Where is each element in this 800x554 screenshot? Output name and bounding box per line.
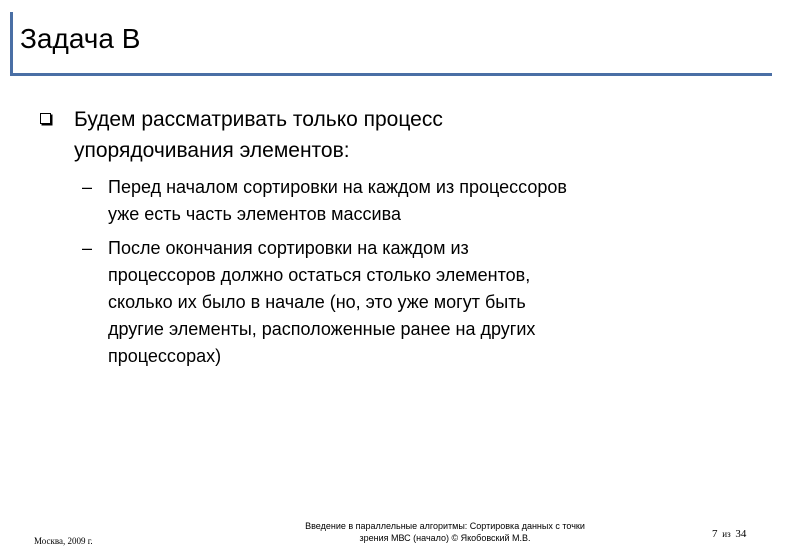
sub-bullet-text-line: Перед началом сортировки на каждом из процессоров [108,177,567,197]
dash-marker: – [82,238,93,258]
sub-bullet-item [40,174,740,228]
page-number [712,528,746,540]
checkbox-bullet-icon [40,113,51,124]
bullet-text-line: Будем рассматривать только процесс [74,108,443,131]
footer-course-info [280,520,610,544]
bullet-text-line: упорядочивания элементов: [74,139,350,162]
footer-location-date: Москва, 2009 г. [34,536,93,546]
slide-title: Задача В [20,23,141,54]
footer-course-line: зрения МВС (начало) © Якобовский М.В. [359,533,531,543]
sub-bullet-text-line: процессоров должно остаться столько элементов, [108,265,531,285]
dash-marker: – [82,177,93,197]
page-current: 7 [712,528,718,540]
sub-bullet-text-line: После окончания сортировки на каждом из [108,238,469,258]
bullet-item [40,104,740,166]
page-separator: из [722,529,731,539]
sub-bullet-text-line: другие элементы, расположенные ранее на других [108,319,536,339]
footer-course-line: Введение в параллельные алгоритмы: Сортировка данных с точки [305,521,585,531]
slide-content [40,104,740,377]
sub-bullet-text-line: уже есть часть элементов массива [108,204,401,224]
sub-bullet-text-line: сколько их было в начале (но, это уже могут быть [108,292,526,312]
sub-bullet-text-line: процессорах) [108,346,222,366]
sub-bullet-item [40,235,740,370]
page-total: 34 [735,528,747,540]
